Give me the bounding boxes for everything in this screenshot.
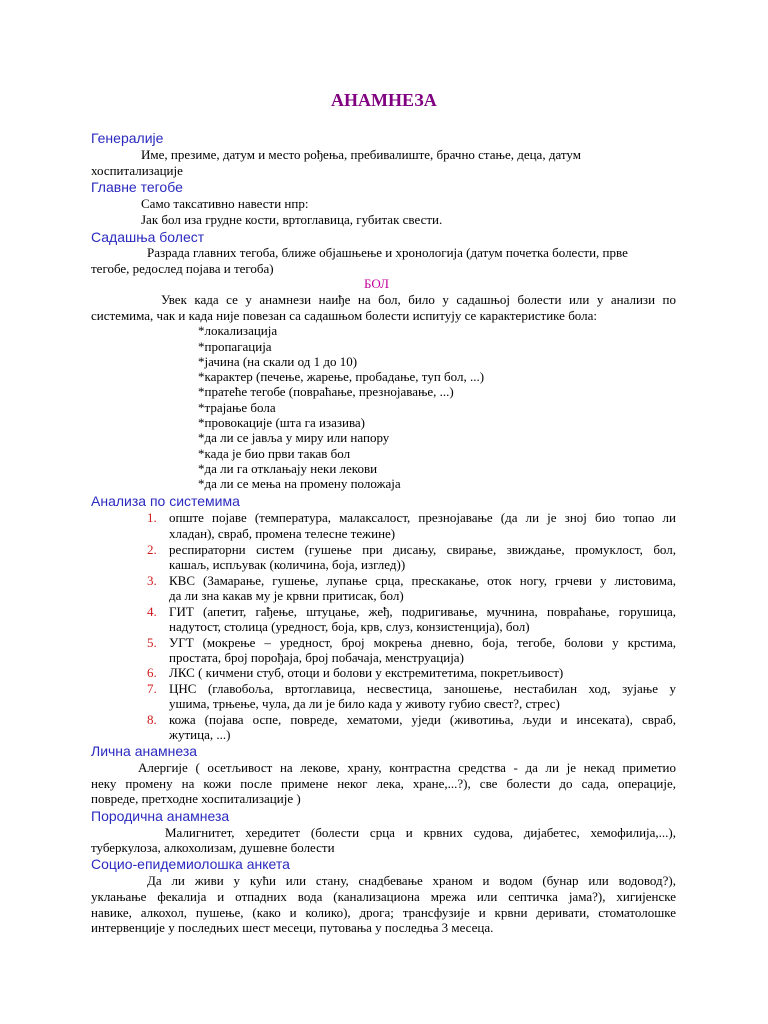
- section-heading-glavne-tegobe: Главне тегобе: [91, 179, 183, 195]
- sadasnja-line-2: тегобе, редослед појава и тегоба): [91, 261, 274, 276]
- analiza-item-4-line-2: надутост, столица (уредност, боја, крв, слуз, конзистенција), бол): [169, 619, 530, 634]
- list-number: 2.: [147, 542, 157, 557]
- porodicna-line-1: Малигнитет, хередитет (болести срца и крвних судова, дијабетес, хемофилија,...),: [165, 825, 676, 840]
- generalije-line-1: Име, презиме, датум и место рођења, пребивалиште, брачно стање, деца, датум: [141, 147, 581, 162]
- list-number: 5.: [147, 635, 157, 650]
- list-number: 1.: [147, 510, 157, 525]
- glavne-tegobe-line-2: Јак бол иза грудне кости, вртоглавица, губитак свести.: [141, 212, 443, 227]
- bol-item: *јачина (на скали од 1 до 10): [198, 354, 358, 369]
- analiza-item-4-line-1: ГИТ (апетит, гађење, штуцање, жеђ, подригивање, мучнина, повраћање, горушица,: [169, 604, 676, 619]
- list-number: 8.: [147, 712, 157, 727]
- glavne-tegobe-line-1: Само таксативно навести нпр:: [141, 196, 309, 211]
- list-number: 6.: [147, 665, 157, 680]
- bol-subheading: БОЛ: [364, 276, 389, 291]
- licna-line-2: неку промену на кожи после примене неког лека, хране,...?), све болести до сада, операције,: [91, 776, 676, 791]
- licna-line-3: повреде, претходне хоспитализације ): [91, 791, 301, 806]
- analiza-item-6-line-1: ЛКС ( кичмени стуб, отоци и болови у екстремитетима, покретљивост): [169, 665, 564, 680]
- list-number: 4.: [147, 604, 157, 619]
- analiza-item-3-line-1: КВС (Замарање, гушење, лупање срца, прескакање, оток ногу, грчеви у листовима,: [169, 573, 676, 588]
- section-heading-licna-anamneza: Лична анамнеза: [91, 743, 198, 759]
- bol-item: *да ли се јавља у миру или напору: [198, 430, 390, 445]
- analiza-item-2-line-1: респираторни систем (гушење при дисању, свирање, звиждање, промуклост, бол,: [169, 542, 676, 557]
- bol-intro-line-1: Увек када се у анамнези наиђе на бол, било у садашњој болести или у анализи по: [161, 292, 676, 307]
- analiza-item-3-line-2: да ли зна какав му је крвни притисак, бол): [169, 588, 404, 603]
- section-heading-sadasnja-bolest: Садашња болест: [91, 229, 205, 245]
- analiza-item-1-line-2: хладан), сврaб, промена телесне тежине): [169, 526, 396, 541]
- analiza-item-5-line-1: УГТ (мокрење – уредност, број мокрења дневно, боја, тегобе, болови у крстима,: [169, 635, 676, 650]
- bol-item: *да ли се мења на промену положаја: [198, 476, 401, 491]
- bol-item: *провокације (шта га изазива): [198, 415, 366, 430]
- bol-item: *пропагација: [198, 339, 272, 354]
- analiza-item-7-line-1: ЦНС (главобоља, вртоглавица, несвестица, заношење, нестабилан ход, зујање у: [169, 681, 676, 696]
- list-number: 7.: [147, 681, 157, 696]
- section-heading-porodicna-anamneza: Породична анамнеза: [91, 808, 230, 824]
- generalije-line-2: хоспитализације: [91, 163, 183, 178]
- porodicna-line-2: туберкулоза, алкохолизам, душевне болести: [91, 840, 335, 855]
- socio-line-1: Да ли живи у кући или стану, снадбевање храном и водом (бунар или водовод?),: [147, 873, 676, 888]
- analiza-item-2-line-2: кашаљ, испљувак (количина, боја, изглед)): [169, 557, 406, 572]
- bol-item: *пратеће тегобе (повраћање, презнојавање, ...): [198, 384, 454, 399]
- section-heading-analiza: Анализа по системима: [91, 493, 240, 509]
- licna-line-1: Алергије ( осетљивост на лекове, храну, контрастна средства - да ли је некад приметио: [138, 760, 676, 775]
- analiza-item-8-line-1: кожа (појава оспе, повреде, хематоми, уједи (животиња, људи и инсеката), свраб,: [169, 712, 676, 727]
- analiza-item-5-line-2: простата, број порођаја, број побачаја, менструација): [169, 650, 464, 665]
- section-heading-generalije: Генералије: [91, 130, 164, 146]
- analiza-item-8-line-2: жутица, ...): [169, 727, 231, 742]
- bol-item: *локализација: [198, 323, 278, 338]
- bol-item: *карактер (печење, жарење, пробадање, туп бол, ...): [198, 369, 485, 384]
- analiza-item-7-line-2: ушима, трњење, чула, да ли је било када у животу губио свест?, стрес): [169, 696, 560, 711]
- bol-item: *да ли га отклањају неки лекови: [198, 461, 378, 476]
- analiza-item-1-line-1: опште појаве (температура, малаксалост, презнојавање (да ли је зној био топао ли: [169, 510, 676, 525]
- sadasnja-line-1: Разрада главних тегоба, ближе објашњење и хронологија (датум почетка болести, прве: [147, 245, 628, 260]
- page-title: АНАМНЕЗА: [331, 90, 437, 110]
- bol-item: *трајање бола: [198, 400, 276, 415]
- section-heading-socio-epidemioloska: Социо-епидемиолошка анкета: [91, 856, 290, 872]
- socio-line-4: интервенције у последњих шест месеци, путовања у последња 3 месеца.: [91, 920, 494, 935]
- socio-line-3: навике, алкохол, пушење, (како и колико), дрога; трансфузије и крвни деривати, стоматолошке: [91, 905, 676, 920]
- bol-item: *када је био први такав бол: [198, 446, 351, 461]
- bol-intro-line-2: системима, чак и када није повезан са садашњом болести испитују се карактеристике бола:: [91, 308, 598, 323]
- socio-line-2: уклањање фекалија и отпадних вода (канализациона мрежа или септичка јама?), хигијенске: [91, 889, 676, 904]
- list-number: 3.: [147, 573, 157, 588]
